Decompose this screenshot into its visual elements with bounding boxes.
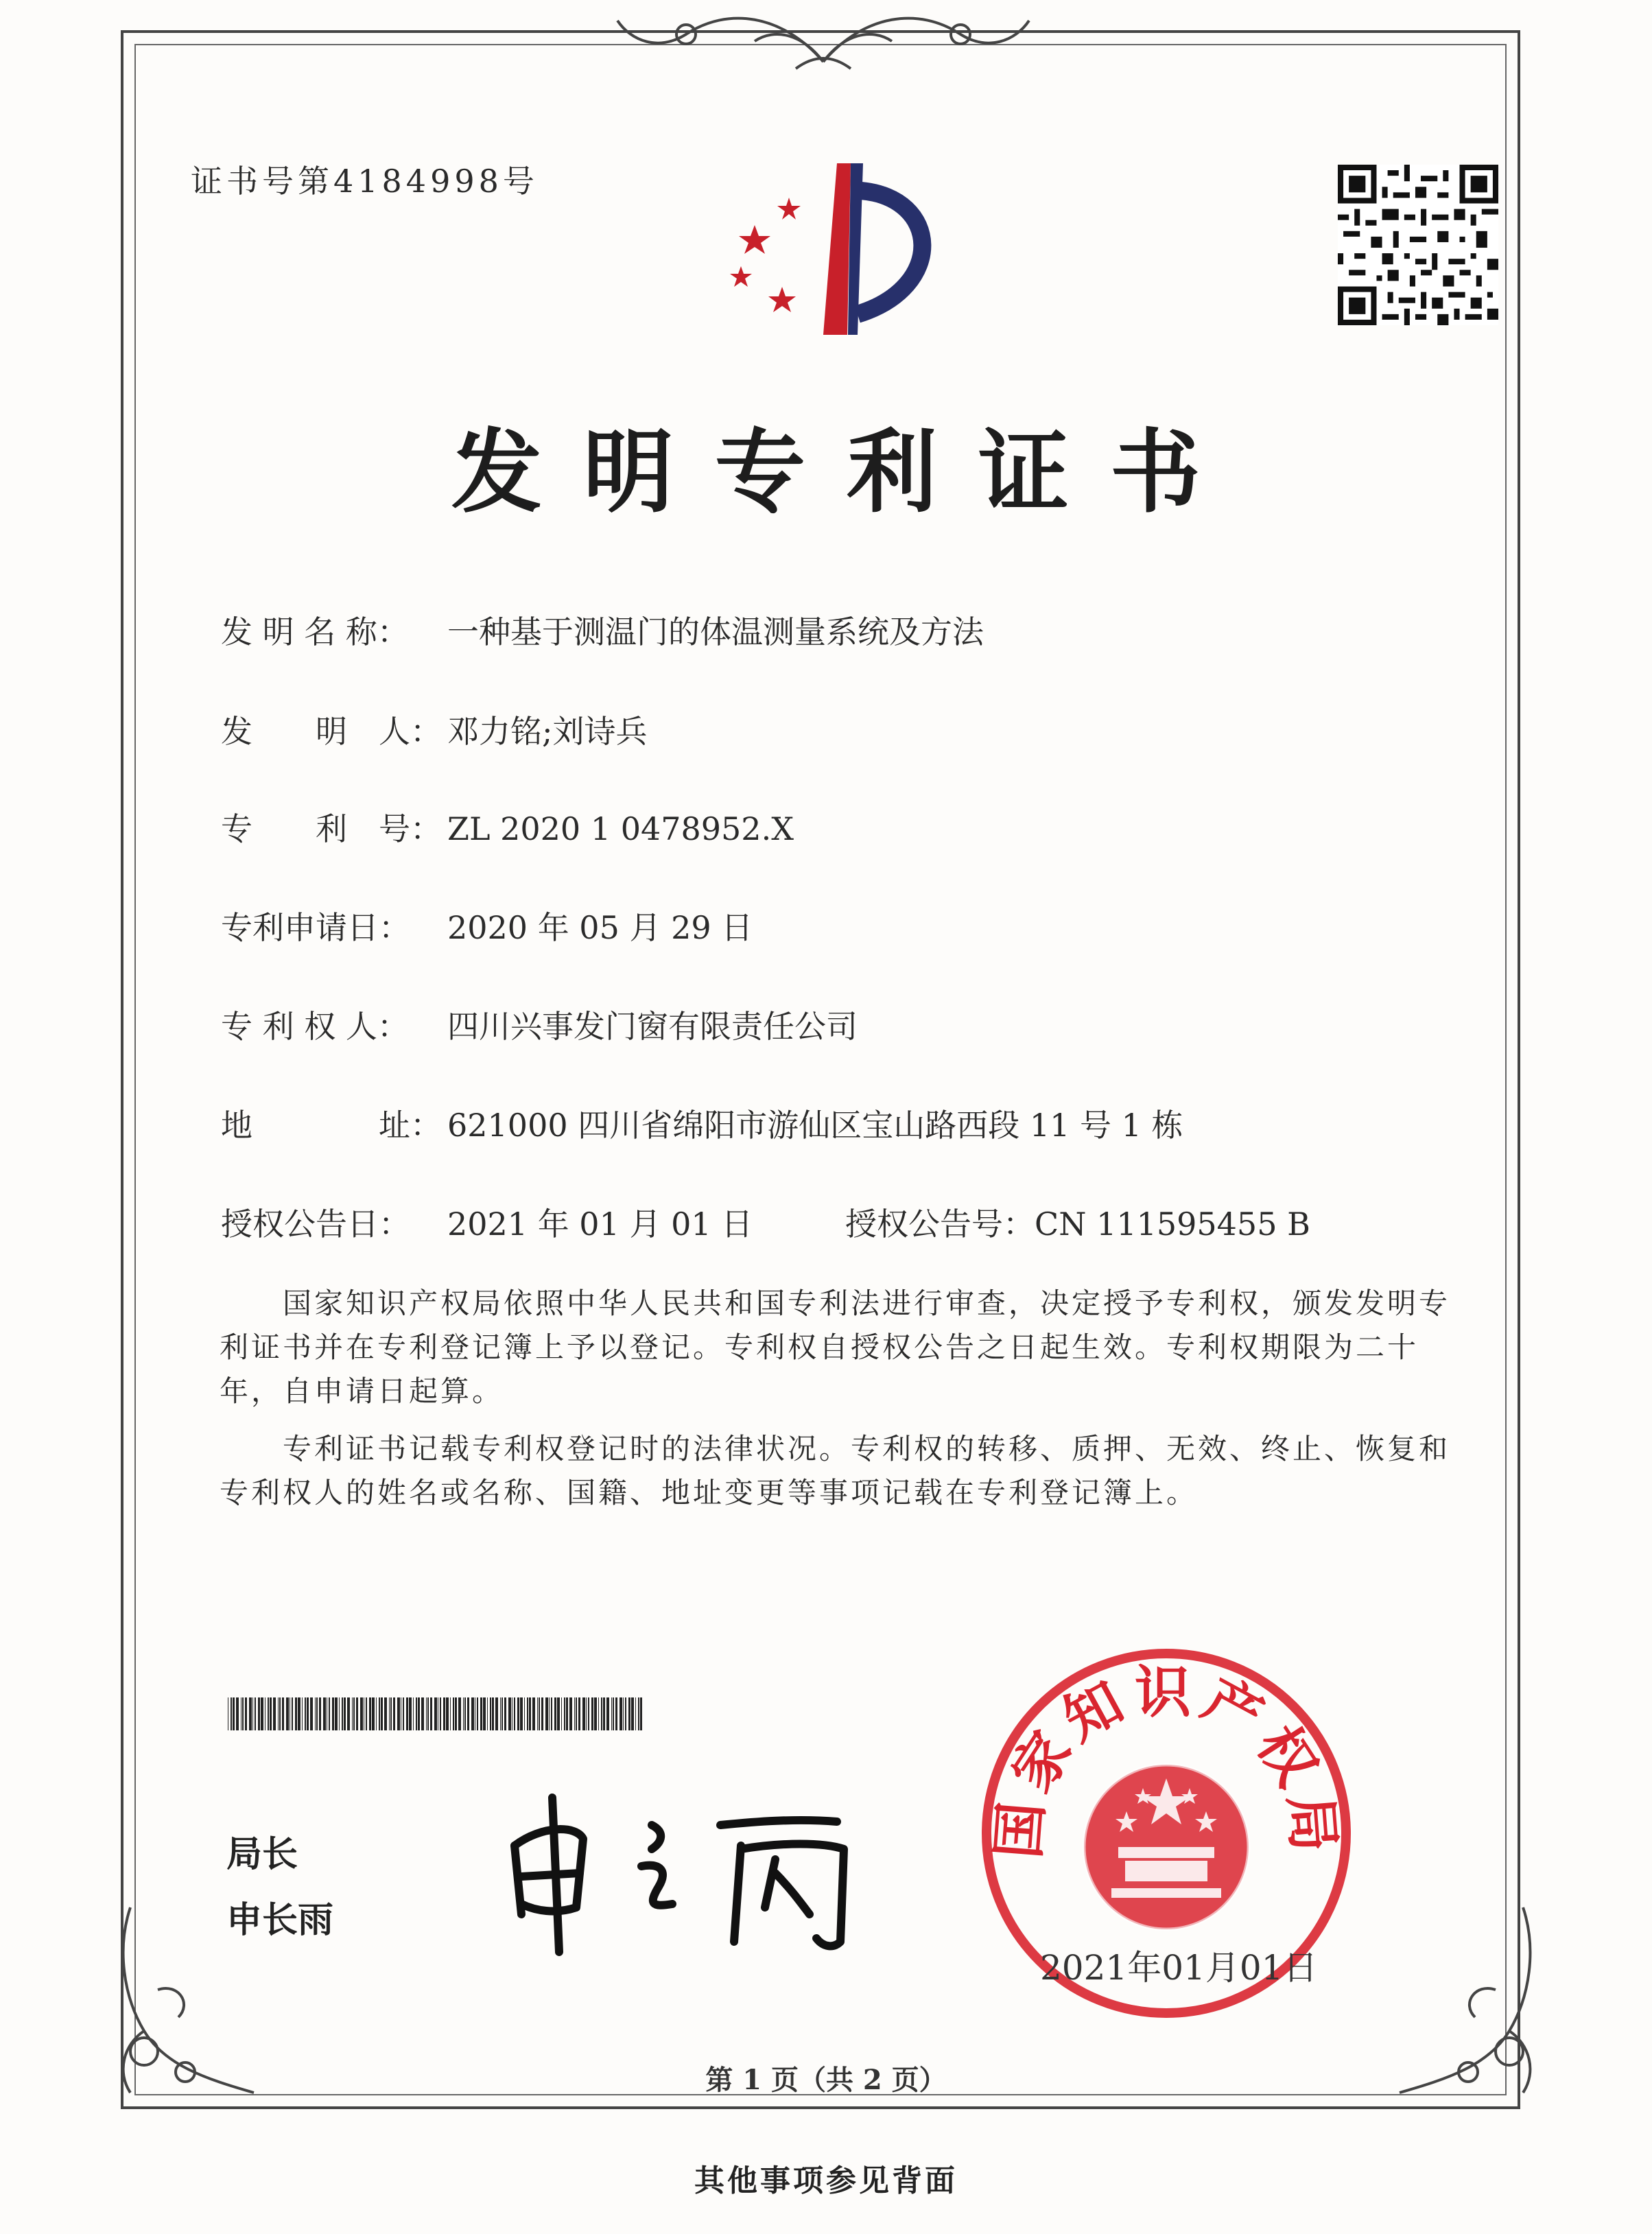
field-value: ZL 2020 1 0478952.X — [447, 810, 794, 847]
field-application-date — [221, 903, 753, 948]
field-label: 授权公告号： — [845, 1206, 1035, 1243]
qr-code-icon — [1338, 165, 1498, 325]
field-value: 2020 年 05 月 29 日 — [447, 909, 753, 946]
field-patent-number — [221, 804, 794, 849]
field-label: 发 明 人： — [221, 713, 442, 750]
top-ornament-icon — [604, 0, 1043, 75]
field-value: 一种基于测温门的体温测量系统及方法 — [447, 613, 984, 650]
page-number: 第 1 页（共 2 页） — [705, 2064, 947, 2096]
field-label: 专 利 权 人： — [221, 1008, 409, 1045]
field-address — [221, 1101, 1183, 1146]
field-value: 邓力铭;刘诗兵 — [447, 713, 648, 750]
field-value: 四川兴事发门窗有限责任公司 — [447, 1008, 858, 1045]
footer-note: 其他事项参见背面 — [694, 2163, 958, 2198]
field-label: 专利申请日： — [221, 909, 410, 946]
certificate-title: 发明专利证书 — [451, 420, 1242, 526]
field-inventors — [221, 707, 648, 752]
cnipa-logo-icon — [713, 150, 960, 349]
field-value: 621000 四川省绵阳市游仙区宝山路西段 11 号 1 栋 — [447, 1107, 1183, 1144]
director-name: 申长雨 — [226, 1900, 334, 1941]
seal-date: 2021年01月01日 — [1040, 1948, 1318, 1988]
director-title: 局长 — [226, 1834, 298, 1875]
field-value: 2021 年 01 月 01 日 — [447, 1206, 753, 1243]
field-grant-date — [221, 1199, 753, 1245]
field-label: 地 址： — [221, 1107, 442, 1144]
svg-text:国家知识产权局: 国家知识产权局 — [986, 1660, 1347, 1861]
signature-icon — [494, 1784, 878, 1962]
legal-paragraph-2: 专利证书记载专利权登记时的法律状况。专利权的转移、质押、无效、终止、恢复和专利权人的姓名或名称、国籍、地址变更等事项记载在专利登记簿上。 — [220, 1432, 1451, 1509]
field-value: CN 111595455 B — [1035, 1206, 1310, 1243]
field-label: 授权公告日： — [221, 1206, 410, 1243]
field-invention-name — [221, 607, 984, 652]
certificate-number: 证书号第4184998号 — [191, 163, 539, 200]
field-label: 专 利 号： — [221, 810, 442, 847]
field-label: 发 明 名 称： — [221, 613, 409, 650]
field-grant-number — [845, 1199, 1310, 1245]
field-patentee — [221, 1002, 858, 1047]
barcode-icon — [228, 1697, 646, 1730]
legal-paragraph-1: 国家知识产权局依照中华人民共和国专利法进行审查，决定授予专利权，颁发发明专利证书并在专利登记簿上予以登记。专利权自授权公告之日起生效。专利权期限为二十年，自申请日起算。 — [220, 1286, 1451, 1408]
